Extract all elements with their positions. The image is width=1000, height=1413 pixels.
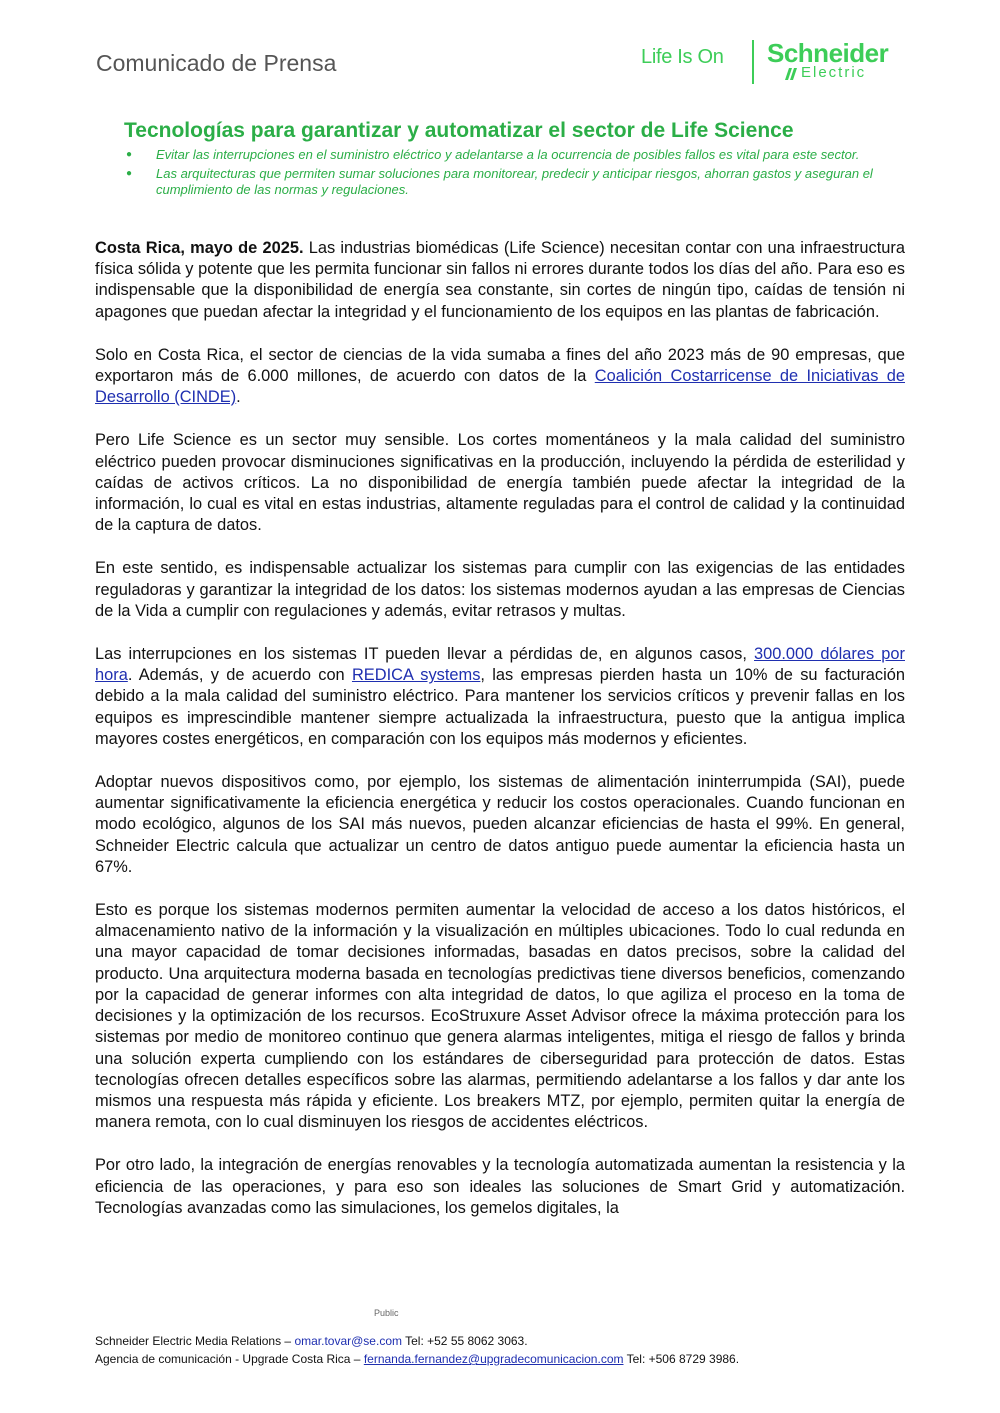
paragraph-renewables: Por otro lado, la integración de energías renovables y la tecnología automatizada aumentan la resistencia y la eficiencia de las operaciones, y para eso son ideales las soluciones de Smart Grid y automatización. Tecnologías avanzadas como las simulaciones, los gemelos digitales, la — [95, 1156, 905, 1217]
paragraph-text: . Además, y de acuerdo con — [127, 666, 352, 685]
summary-bullets — [126, 147, 906, 201]
summary-bullet: ● Las arquitecturas que permiten sumar soluciones para monitorear, predecir y anticipar riesgos, ahorran gastos y aseguran el cumplimiento de las normas y regulaciones. — [126, 166, 906, 199]
document-type-label: Comunicado de Prensa — [96, 50, 337, 76]
paragraph-text: Solo en Costa Rica, el sector de ciencias de la vida sumaba a fines del año 2023 más de 90 empresas, que exportaron más de 6.000 millones, de acuerdo con datos de la — [95, 345, 905, 386]
dateline: Costa Rica, mayo de 2025. — [95, 239, 304, 257]
media-contacts-footer — [95, 1332, 739, 1368]
paragraph-text: , las empresas pierden hasta un 10% de su facturación debido a la mala calidad del suministro eléctrico. Para mantener los servicios críticos y prevenir fallas en los equipos es imprescindible mantener siempre actualizada la infraestructura, puesto que la antigua implica mayores costes energéticos, en comparación con los equipos más modernos y eficientes. — [95, 666, 905, 748]
schneider-mark-icon — [782, 67, 798, 81]
paragraph-cinde — [95, 345, 905, 409]
footer-contact-line — [95, 1332, 739, 1350]
cinde-link[interactable]: Coalición Costarricense de Iniciativas de Desarrollo (CINDE) — [95, 367, 905, 407]
contact-label: Agencia de comunicación - Upgrade Costa Rica – — [95, 1352, 364, 1366]
paragraph-text: Las interrupciones en los sistemas IT pueden llevar a pérdidas de, en algunos casos, — [95, 645, 755, 664]
contact-email-link[interactable]: fernanda.fernandez@upgradecomunicacion.com — [363, 1352, 624, 1366]
press-release-title: Tecnologías para garantizar y automatizar el sector de Life Science — [124, 119, 794, 142]
footer-contact-line — [95, 1350, 739, 1368]
contact-email-link[interactable]: omar.tovar@se.com — [294, 1334, 402, 1348]
redica-systems-link[interactable]: REDICA systems — [351, 666, 481, 685]
paragraph-regulation: En este sentido, es indispensable actualizar los sistemas para cumplir con las exigencias de las entidades reguladoras y garantizar la integridad de los datos: los sistemas modernos ayudan a las empresas de Ciencias de la Vida a cumplir con regulaciones y además, evitar retrasos y multas. — [95, 559, 905, 620]
classification-label: Public — [374, 1308, 399, 1318]
paragraph-text: Las industrias biomédicas (Life Science) necesitan contar con una infraestructura física sólida y potente que les permita funcionar sin fallos ni errores durante todos los días del año. Para eso es indispensable que la disponibilidad de energía sea constante, sin cortes de ningún tipo, caídas de tensión ni apagones que puedan afectar la integridad y el funcionamiento de los equipos en las plantas de fabricación. — [95, 239, 905, 321]
contact-label: Schneider Electric Media Relations – — [95, 1334, 295, 1348]
paragraph-ups: Adoptar nuevos dispositivos como, por ejemplo, los sistemas de alimentación ininterrumpida (SAI), puede aumentar significativamente la eficiencia energética y reducir los costos operacionales. Cuando funcionan en modo ecológico, algunos de los SAI más nuevos, pueden alcanzar eficiencias de hasta el 99%. En general, Schneider Electric calcula que actualizar un centro de datos antiguo puede aumentar la eficiencia hasta un 67%. — [95, 773, 905, 876]
page-header — [0, 0, 1000, 100]
brand-subname: Electric — [801, 64, 867, 81]
article-body — [95, 238, 905, 1241]
losses-per-hour-link[interactable]: 300.000 dólares por hora — [95, 645, 905, 685]
brand-name: Schneider — [767, 38, 889, 68]
paragraph-it-losses — [95, 644, 905, 750]
summary-bullet: ● Evitar las interrupciones en el suministro eléctrico y adelantarse a la ocurrencia de posibles fallos es vital para este sector. — [126, 147, 906, 164]
life-is-on-tagline: Life Is On — [641, 46, 724, 68]
paragraph-text: . — [236, 388, 241, 407]
contact-phone: Tel: +506 8729 3986. — [623, 1352, 740, 1366]
paragraph-modern-systems: Esto es porque los sistemas modernos permiten aumentar la velocidad de acceso a los datos históricos, el almacenamiento nativo de la información y la visualización en múltiples ubicaciones. Todo lo cual redunda en una mayor capacidad de tomar decisiones informadas, basadas en datos precisos, sobre la calidad del producto. Una arquitectura moderna basada en tecnologías predictivas tiene diversos beneficios, comenzando por la capacidad de generar informes con alta integridad de datos, lo que agiliza el proceso en la toma de decisiones y la optimización de los recursos. EcoStruxure Asset Advisor ofrece la máxima protección para los sistemas por medio de monitoreo continuo que genera alarmas inteligentes, mitiga el riesgo de fallos y brinda una solución experta cumpliendo con los estándares de ciberseguridad para protección de datos. Estas tecnologías ofrecen detalles específicos sobre las alarmas, permitiendo adelantarse a los fallos y dar ante los mismos una respuesta más rápida y eficiente. Los breakers MTZ, por ejemplo, permiten quitar la energía de manera remota, con lo cual disminuyen los riesgos de accidentes eléctricos. — [95, 901, 905, 1132]
contact-phone: Tel: +52 55 8062 3063. — [402, 1334, 528, 1348]
paragraph-intro — [95, 238, 905, 323]
brand-divider — [752, 40, 754, 84]
paragraph-sensitivity: Pero Life Science es un sector muy sensible. Los cortes momentáneos y la mala calidad del suministro eléctrico pueden provocar disminuciones significativas en la producción, incluyendo la pérdida de esterilidad y caídas de activos críticos. La no disponibilidad de energía también puede afectar la integridad de la información, lo cual es vital en estas industrias, altamente reguladas para el control de calidad y la continuidad de la captura de datos. — [95, 431, 905, 535]
